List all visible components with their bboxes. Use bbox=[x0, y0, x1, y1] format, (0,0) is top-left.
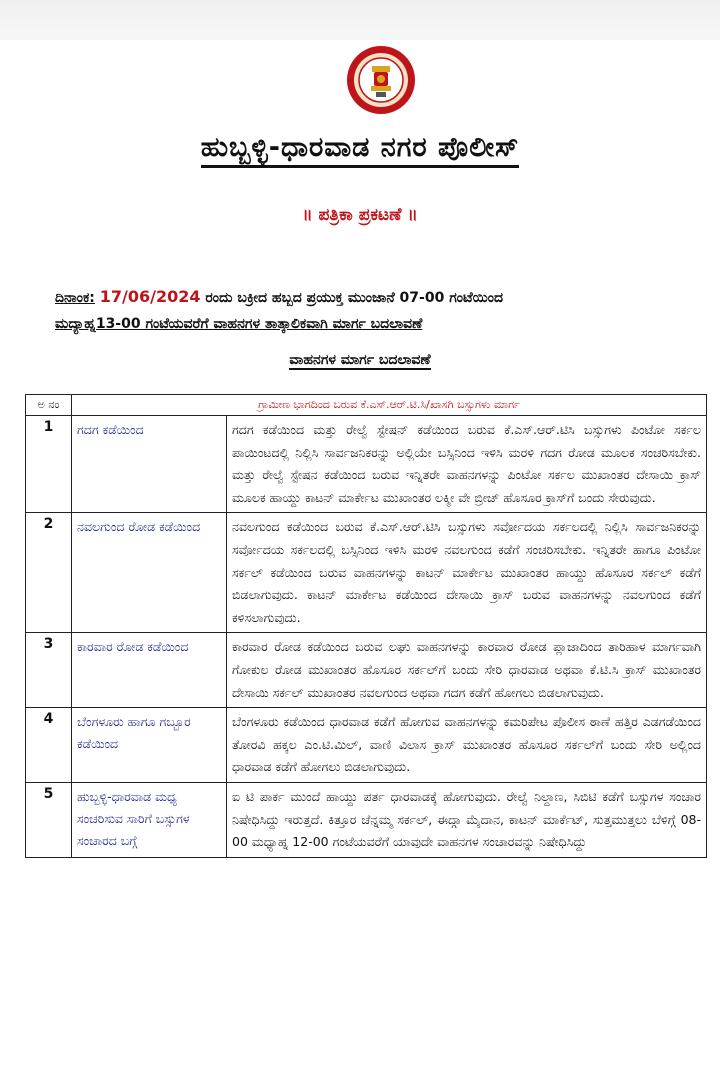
row-number: 3 bbox=[26, 633, 72, 708]
police-emblem-icon bbox=[345, 44, 417, 116]
table-row bbox=[26, 782, 707, 857]
row-origin: ಗದಗ ಕಡೆಯಿಂದ bbox=[72, 416, 227, 513]
notice-date: 17/06/2024 bbox=[99, 287, 201, 306]
table-header-row bbox=[26, 395, 707, 416]
row-description: ನವಲಗುಂದ ಕಡೆಯಿಂದ ಬರುವ ಕೆ.ಎಸ್.ಆರ್.ಟಿಸಿ ಬಸ್ಸುಗಳು ಸರ್ವೋದಯ ಸರ್ಕಲದಲ್ಲಿ ನಿಲ್ಲಿಸಿ ಸಾರ್ವಜನಿಕರನ್ನು ಸರ್ವೋದಯ ಸರ್ಕಲದಲ್ಲಿ ಬಸ್ಸಿನಿಂದ ಇಳಿಸಿ ಮರಳಿ ನವಲಗುಂದ ಕಡೆಗೆ ಸಂಚರಿಸಬೇಕು. ಇನ್ನಿತರೇ ಹಾಗೂ ಪಿಂಟೋ ಸರ್ಕಲ್ ಕಡೆಯಿಂದ ಬರುವ ವಾಹನಗಳನ್ನು ಕಾಟನ್ ಮಾರ್ಕೇಟ ಮುಖಾಂತರ ಹಾಯ್ದು ಹೊಸೂರ ಸರ್ಕಲ್ ಕಡೆಗೆ ಬಿಡಲಾಗುವುದು. ಕಾಟನ್ ಮಾರ್ಕೇಟ ಕಡೆಯಿಂದ ದೇಸಾಯಿ ಕ್ರಾಸ್ ಬರುವ ವಾಹನಗಳನ್ನು ನವಲಗುಂದ ಕಡೆಗೆ ಕಳಿಸಲಾಗುವುದು. bbox=[227, 513, 707, 633]
row-number: 5 bbox=[26, 782, 72, 857]
row-origin: ನವಲಗುಂದ ರೋಡ ಕಡೆಯಿಂದ bbox=[72, 513, 227, 633]
row-number: 2 bbox=[26, 513, 72, 633]
table-row bbox=[26, 416, 707, 513]
section-subheading: ವಾಹನಗಳ ಮಾರ್ಗ ಬದಲಾವಣೆ bbox=[289, 352, 431, 368]
row-origin: ಬೆಂಗಳೂರು ಹಾಗೂ ಗಬ್ಬೂರ ಕಡೆಯಿಂದ bbox=[72, 708, 227, 783]
row-description: ಬೆಂಗಳೂರು ಕಡೆಯಿಂದ ಧಾರವಾಡ ಕಡೆಗೆ ಹೋಗುವ ವಾಹನಗಳನ್ನು ಕಮರಿಪೇಟ ಪೊಲೀಸ ಠಾಣೆ ಹತ್ತಿರ ಎಡಗಡೆಯಿಂದ ತೋರವಿ ಹಕ್ಕಲ ಎಂ.ಟಿ.ಮಿಲ್, ವಾಣಿ ವಿಲಾಸ ಕ್ರಾಸ್ ಮುಖಾಂತರ ಹೊಸೂರ ಸರ್ಕಲ್‌ಗೆ ಬಂದು ಸೇರಿ ಅಲ್ಲಿಂದ ಧಾರವಾಡ ಕಡೆಗೆ ಹೋಗಲು ಬಿಡಲಾಗುವುದು. bbox=[227, 708, 707, 783]
row-origin: ಕಾರವಾರ ರೋಡ ಕಡೆಯಿಂದ bbox=[72, 633, 227, 708]
row-description: ಐ ಟಿ ಪಾರ್ಕ ಮುಂದೆ ಹಾಯ್ದು ಪರ್ತ ಧಾರವಾಡಕ್ಕೆ ಹೋಗುವುದು. ರೇಲ್ವೆ ನಿಲ್ದಾಣ, ಸಿಬಿಟಿ ಕಡೆಗೆ ಬಸ್ಸುಗಳ ಸಂಚಾರ ನಿಷೇಧಿಸಿದ್ದು ಇರುತ್ತದೆ. ಕಿತ್ತೂರ ಚೆನ್ನಮ್ಮ ಸರ್ಕಲ್, ಈದ್ಗಾ ಮೈದಾನ, ಕಾಟನ್ ಮಾರ್ಕೆಟ್, ಸುತ್ತಮುತ್ತಲು ಬೆಳಿಗ್ಗೆ 08-00 ಮಧ್ಯಾಹ್ನ 12-00 ಗಂಟೆಯವರೆಗೆ ಯಾವುದೇ ವಾಹನಗಳ ಸಂಚಾರವನ್ನು ನಿಷೇಧಿಸಿದ್ದು bbox=[227, 782, 707, 857]
col-no-header: ಅ ನಂ bbox=[26, 395, 72, 416]
table-row bbox=[26, 513, 707, 633]
date-label: ದಿನಾಂಕ: bbox=[55, 290, 95, 306]
table-header: ಗ್ರಾಮೀಣ ಭಾಗದಿಂದ ಬರುವ ಕೆ.ಎಸ್.ಆರ್.ಟಿ.ಸಿ/ಖಾಸಗಿ ಬಸ್ಸುಗಳು ಮಾರ್ಗ bbox=[72, 395, 707, 416]
row-description: ಕಾರವಾರ ರೋಡ ಕಡೆಯಿಂದ ಬರುವ ಲಘು ವಾಹನಗಳನ್ನು ಕಾರವಾರ ರೋಡ ಪ್ಲಾಜಾದಿಂದ ತಾರಿಹಾಳ ಮಾರ್ಗವಾಗಿ ಗೋಕುಲ ರೋಡ ಮುಖಾಂತರ ಹೊಸೂರ ಸರ್ಕಲ್‌ಗೆ ಬಂದು ಸೇರಿ ಧಾರವಾಡ ಅಥವಾ ಕೆ.ಟಿ.ಸಿ ಕ್ರಾಸ್ ಮುಖಾಂತರ ದೇಸಾಯಿ ಸರ್ಕಲ್ ಮುಖಾಂತರ ನವಲಗುಂದ ಅಥವಾ ಗದಗ ಕಡೆಗೆ ಹೋಗಲು ಬಿಡಲಾಗುವುದು. bbox=[227, 633, 707, 708]
route-table bbox=[25, 394, 707, 858]
notice-line-2: ಮದ್ಯಾಹ್ನ13-00 ಗಂಟೆಯವರೆಗೆ ವಾಹನಗಳ ತಾತ್ಕಾಲಿಕವಾಗಿ ಮಾರ್ಗ ಬದಲಾವಣೆ bbox=[55, 316, 423, 332]
table-row bbox=[26, 633, 707, 708]
table-row bbox=[26, 708, 707, 783]
page-title: ಹುಬ್ಬಳ್ಳಿ-ಧಾರವಾಡ ನಗರ ಪೊಲೀಸ್ bbox=[0, 132, 720, 164]
notice-text bbox=[55, 284, 675, 337]
row-number: 1 bbox=[26, 416, 72, 513]
row-number: 4 bbox=[26, 708, 72, 783]
press-release-heading: ॥ ಪತ್ರಿಕಾ ಪ್ರಕಟಣೆ ॥ bbox=[302, 205, 418, 225]
notice-line-1: ರಂದು ಬಕ್ರೀದ ಹಬ್ಬದ ಪ್ರಯುಕ್ತ ಮುಂಜಾನೆ 07-00 ಗಂಟೆಯಿಂದ bbox=[205, 290, 503, 306]
top-bar bbox=[0, 0, 720, 40]
row-description: ಗದಗ ಕಡೆಯಿಂದ ಮತ್ತು ರೇಲ್ವೆ ಸ್ಟೇಷನ್ ಕಡೆಯಿಂದ ಬರುವ ಕೆ.ಎಸ್.ಆರ್.ಟಿಸಿ ಬಸ್ಸುಗಳು ಪಿಂಟೋ ಸರ್ಕಲ ಪಾಯಿಂಟದಲ್ಲಿ ನಿಲ್ಲಿಸಿ ಸಾರ್ವಜನಿಕರನ್ನು ಅಲ್ಲಿಯೇ ಬಸ್ಸಿನಿಂದ ಇಳಿಸಿ ಮರಳಿ ಗದಗ ರೋಡ ಮೂಲಕ ಸಂಚರಿಸಬೇಕು. ಮತ್ತು ರೇಲ್ವೆ ಸ್ಟೇಷನ ಕಡೆಯಿಂದ ಬರುವ ಇನ್ನಿತರೇ ವಾಹನಗಳನ್ನು ಪಿಂಟೋ ಸರ್ಕಲ ಮುಖಾಂತರ ದೇಸಾಯಿ ಕ್ರಾಸ್ ಮೂಲಕ ಹಾಯ್ದು ಕಾಟನ್ ಮಾರ್ಕೇಟ ಮುಖಾಂತರ ಲಕ್ಮೀ ವೇ ಬ್ರೀಜ್ ಹೊಸೂರ ಕ್ರಾಸ್‌ಗೆ ಬಂದು ಸೇರುವುದು. bbox=[227, 416, 707, 513]
row-origin: ಹುಬ್ಬಳ್ಳಿ-ಧಾರವಾಡ ಮಧ್ಯ ಸಂಚರಿಸುವ ಸಾರಿಗೆ ಬಸ್ಸುಗಳ ಸಂಚಾರದ ಬಗ್ಗೆ bbox=[72, 782, 227, 857]
